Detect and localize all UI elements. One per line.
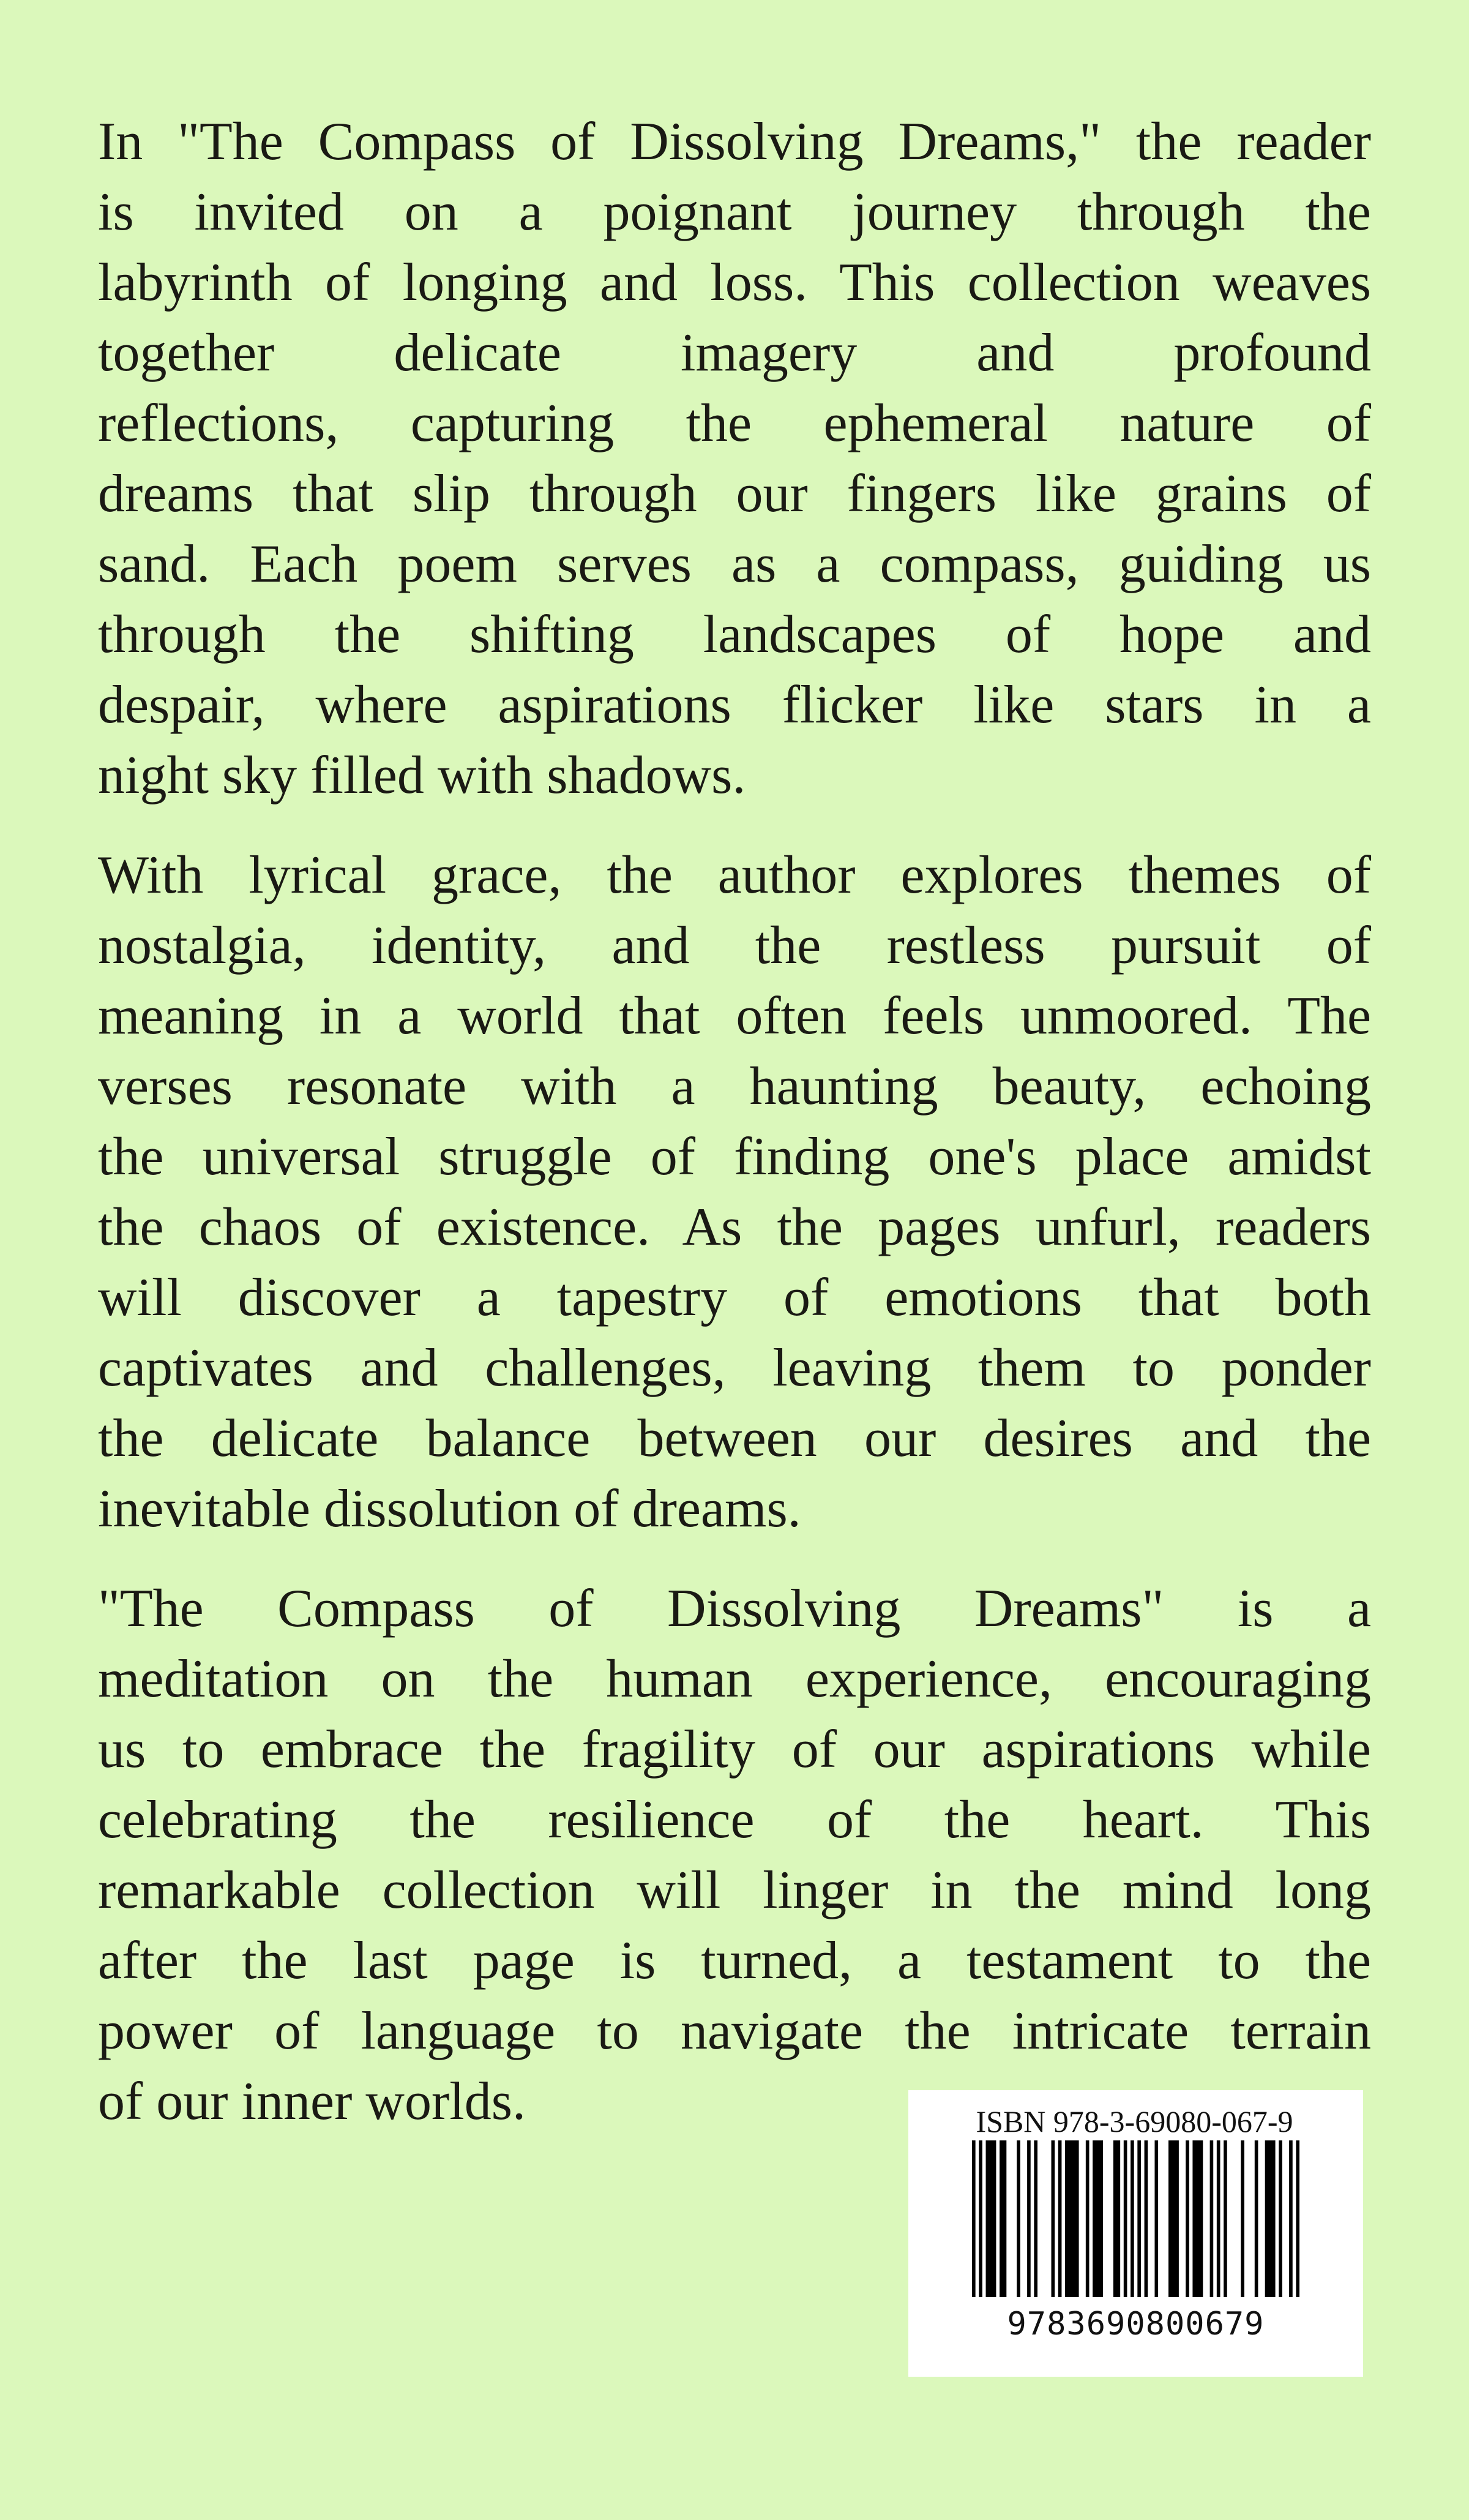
paragraph-2	[98, 840, 1371, 1544]
barcode-bar	[1145, 2140, 1148, 2297]
text-line: dreams that slip through our fingers like grains of	[98, 464, 1371, 523]
text-line: verses resonate with a haunting beauty, echoing	[98, 1057, 1371, 1116]
barcode-bar	[1279, 2140, 1282, 2297]
barcode-bar	[1034, 2140, 1037, 2297]
barcode-bar	[1017, 2140, 1020, 2297]
text-line: sand. Each poem serves as a compass, guiding us	[98, 534, 1371, 594]
text-line: meditation on the human experience, encouraging	[98, 1649, 1371, 1709]
barcode-bar	[1265, 2140, 1276, 2297]
text-line: of our inner worlds.	[98, 2072, 526, 2131]
text-line: In "The Compass of Dissolving Dreams," the reader	[98, 112, 1371, 171]
text-line: inevitable dissolution of dreams.	[98, 1479, 801, 1539]
text-line: the delicate balance between our desires and the	[98, 1409, 1371, 1468]
barcode-bar	[1058, 2140, 1062, 2297]
barcode-bar	[1154, 2140, 1158, 2297]
barcode	[972, 2140, 1299, 2297]
text-line: nostalgia, identity, and the restless pursuit of	[98, 916, 1371, 975]
back-cover-blurb	[98, 107, 1371, 2166]
barcode-bar	[1093, 2140, 1103, 2297]
text-line: labyrinth of longing and loss. This collection weaves	[98, 253, 1371, 312]
barcode-bar	[1217, 2140, 1220, 2297]
barcode-bar	[1086, 2140, 1090, 2297]
text-line: us to embrace the fragility of our aspirations while	[98, 1720, 1371, 1779]
barcode-bar	[1027, 2140, 1031, 2297]
barcode-bar	[1186, 2140, 1189, 2297]
barcode-bar	[979, 2140, 982, 2297]
barcode-bar	[1137, 2140, 1141, 2297]
text-line: the universal struggle of finding one's place amidst	[98, 1127, 1371, 1187]
barcode-bar	[1289, 2140, 1293, 2297]
text-line: "The Compass of Dissolving Dreams" is a	[98, 1579, 1371, 1638]
text-line: is invited on a poignant journey through the	[98, 182, 1371, 242]
text-line: together delicate imagery and profound	[98, 323, 1371, 383]
text-line: power of language to navigate the intricate terrain	[98, 2001, 1371, 2061]
text-line: night sky filled with shadows.	[98, 746, 746, 805]
isbn-barcode-box	[908, 2090, 1363, 2377]
text-line: despair, where aspirations flicker like stars in a	[98, 675, 1371, 735]
barcode-bar	[986, 2140, 996, 2297]
barcode-bar	[1065, 2140, 1079, 2297]
text-line: the chaos of existence. As the pages unfurl, readers	[98, 1198, 1371, 1257]
isbn-label: ISBN 978-3-69080-067-9	[976, 2104, 1293, 2139]
text-line: after the last page is turned, a testament to the	[98, 1931, 1371, 1990]
barcode-bar	[1124, 2140, 1127, 2297]
barcode-bar	[1210, 2140, 1214, 2297]
paragraph-3	[98, 1573, 1371, 2137]
barcode-bar	[1296, 2140, 1299, 2297]
paragraph-1	[98, 107, 1371, 811]
barcode-bar	[1000, 2140, 1006, 2297]
barcode-bar	[1052, 2140, 1055, 2297]
barcode-bar	[1255, 2140, 1258, 2297]
text-line: remarkable collection will linger in the mind long	[98, 1861, 1371, 1920]
text-line: through the shifting landscapes of hope and	[98, 605, 1371, 664]
text-line: captivates and challenges, leaving them to ponder	[98, 1338, 1371, 1398]
barcode-bar	[1192, 2140, 1203, 2297]
barcode-bar	[1168, 2140, 1179, 2297]
barcode-bar	[972, 2140, 976, 2297]
text-line: celebrating the resilience of the heart. This	[98, 1790, 1371, 1850]
barcode-digits: 9783690800679	[1007, 2306, 1265, 2342]
barcode-bar	[1131, 2140, 1134, 2297]
barcode-bar	[1224, 2140, 1227, 2297]
text-line: reflections, capturing the ephemeral nature of	[98, 394, 1371, 453]
text-line: meaning in a world that often feels unmoored. The	[98, 986, 1371, 1046]
barcode-bar	[1113, 2140, 1120, 2297]
barcode-bar	[1241, 2140, 1244, 2297]
text-line: will discover a tapestry of emotions that both	[98, 1268, 1371, 1327]
text-line: With lyrical grace, the author explores themes of	[98, 846, 1371, 905]
